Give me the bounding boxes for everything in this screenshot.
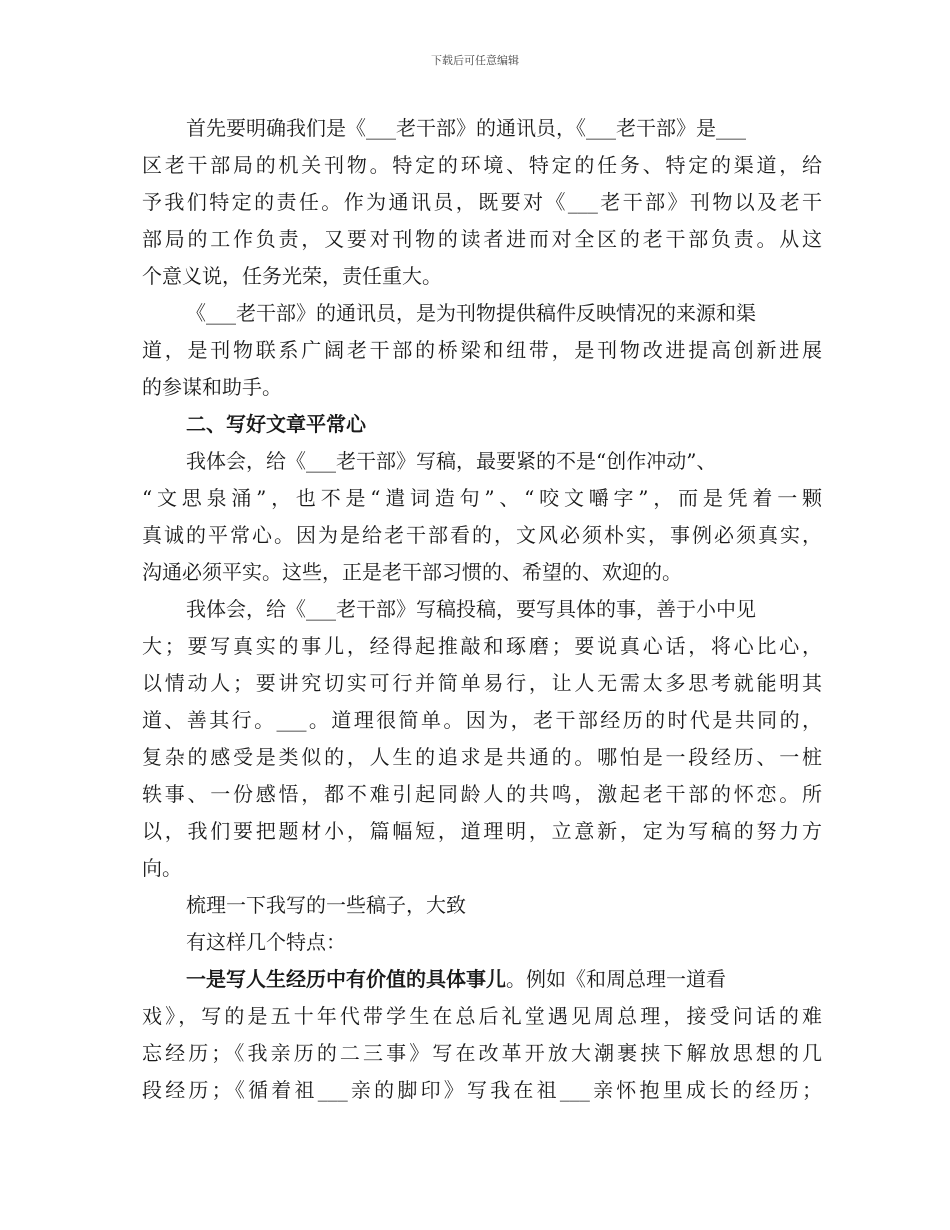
section-heading: 二、写好文章平常心 <box>186 412 366 436</box>
bold-lead-phrase: 一是写人生经历中有价值的具体事儿 <box>186 967 506 991</box>
text-line: 个意义说，任务光荣，责任重大。 <box>142 264 442 288</box>
text-line: 有这样几个特点： <box>186 930 346 954</box>
text-line: “文思泉涌”，也不是“遣词造句”、“咬文嚼字”，而是凭着一颗 <box>142 486 822 510</box>
text-line: 我体会，给《___老干部》写稿，最要紧的不是“创作冲动”、 <box>186 449 717 473</box>
text-line: 道、善其行。___。道理很简单。因为，老干部经历的时代是共同的， <box>142 708 822 732</box>
text-line: 区老干部局的机关刊物。特定的环境、特定的任务、特定的渠道，给 <box>142 153 822 177</box>
text-line: 以，我们要把题材小，篇幅短，道理明，立意新，定为写稿的努力方 <box>142 819 822 843</box>
text-line: 忘经历；《我亲历的二三事》写在改革开放大潮裹挟下解放思想的几 <box>142 1041 822 1065</box>
text-line: 轶事、一份感悟，都不难引起同龄人的共鸣，激起老干部的怀恋。所 <box>142 782 822 806</box>
text-line: 真诚的平常心。因为是给老干部看的，文风必须朴实，事例必须真实， <box>142 523 822 547</box>
text-line: 的参谋和助手。 <box>142 375 282 399</box>
text-line: 大；要写真实的事儿，经得起推敲和琢磨；要说真心话，将心比心， <box>142 634 822 658</box>
text-line: 戏》，写的是五十年代带学生在总后礼堂遇见周总理，接受问话的难 <box>142 1004 822 1028</box>
text-line: 首先要明确我们是《___老干部》的通讯员，《___老干部》是___ <box>186 116 746 140</box>
text-line: 我体会，给《___老干部》写稿投稿，要写具体的事，善于小中见 <box>186 597 756 621</box>
text-line: 《___老干部》的通讯员，是为刊物提供稿件反映情况的来源和渠 <box>186 301 756 325</box>
text-line: 予我们特定的责任。作为通讯员，既要对《___老干部》刊物以及老干 <box>142 190 822 214</box>
text-line: 以情动人；要讲究切实可行并简单易行，让人无需太多思考就能明其 <box>142 671 822 695</box>
text-line: 向。 <box>142 856 182 880</box>
text-line: 道，是刊物联系广阔老干部的桥梁和纽带，是刊物改进提高创新进展 <box>142 338 822 362</box>
text-line: 部局的工作负责，又要对刊物的读者进而对全区的老干部负责。从这 <box>142 227 822 251</box>
header-note: 下载后可任意编辑 <box>431 54 519 67</box>
text-line: 复杂的感受是类似的，人生的追求是共通的。哪怕是一段经历、一桩 <box>142 745 822 769</box>
text-line: 段经历；《循着祖___亲的脚印》写我在祖___亲怀抱里成长的经历； <box>142 1078 822 1102</box>
text-line: 沟通必须平实。这些，正是老干部习惯的、希望的、欢迎的。 <box>142 560 682 584</box>
text-line <box>142 961 822 998</box>
text-line: 梳理一下我写的一些稿子，大致 <box>186 893 466 917</box>
document-body <box>142 110 822 1109</box>
text-fragment: 。例如《和周总理一道看 <box>506 967 726 991</box>
